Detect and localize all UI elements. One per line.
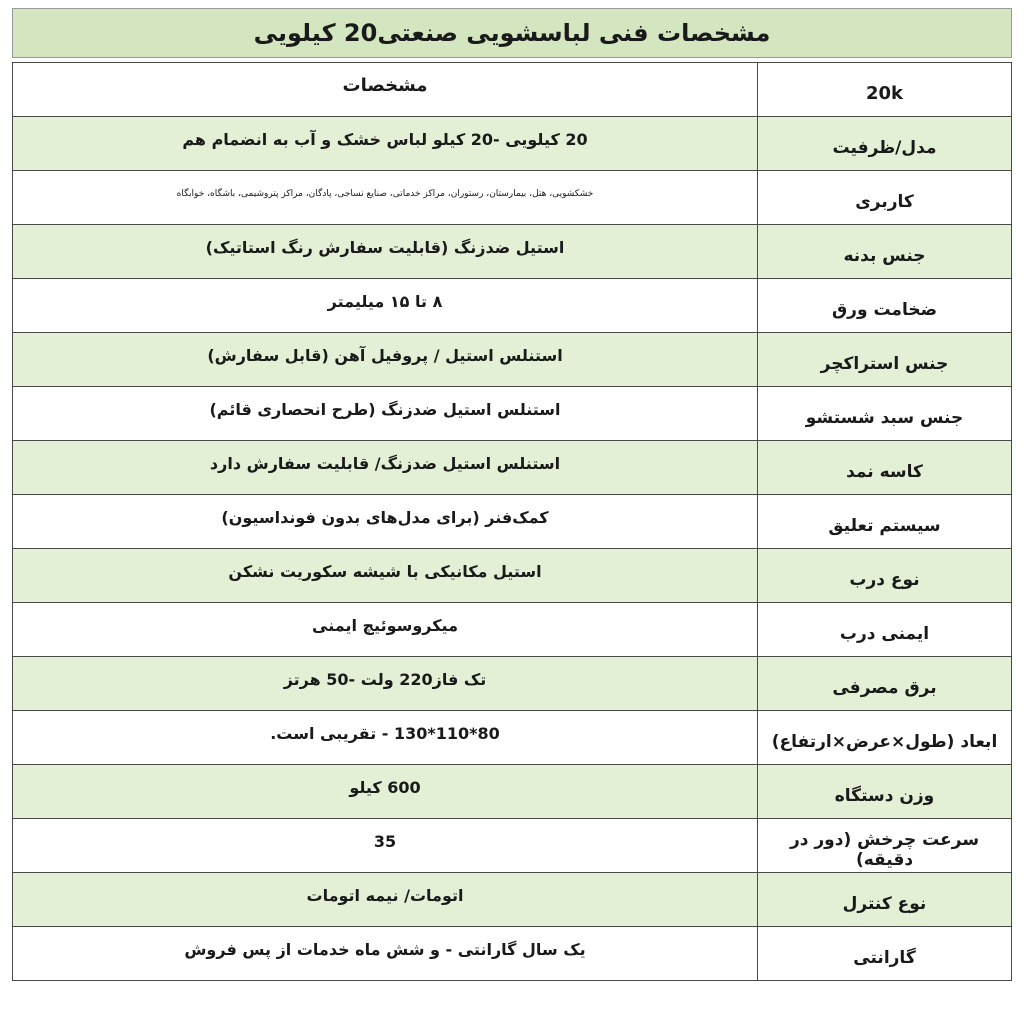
- table-row: [13, 279, 1012, 333]
- table-row: [13, 711, 1012, 765]
- table-row: [13, 603, 1012, 657]
- row-value: کمک‌فنر (برای مدل‌های بدون فونداسیون): [13, 495, 758, 549]
- table-row: [13, 819, 1012, 873]
- row-label: ضخامت ورق: [758, 279, 1012, 333]
- row-value: خشکشویی، هتل، بیمارستان، رستوران، مراکز خدماتی، صنایع نساجی، پادگان، مراکز پتروشیمی، باشگاه، خوابگاه: [13, 171, 758, 225]
- row-value: اتومات/ نیمه اتومات: [13, 873, 758, 927]
- table-row: [13, 549, 1012, 603]
- row-label: سیستم تعلیق: [758, 495, 1012, 549]
- row-label: گارانتی: [758, 927, 1012, 981]
- table-row: [13, 927, 1012, 981]
- row-value: استنلس استیل / پروفیل آهن (قابل سفارش): [13, 333, 758, 387]
- table-row: [13, 657, 1012, 711]
- row-value: استنلس استیل ضدزنگ (طرح انحصاری قائم): [13, 387, 758, 441]
- row-label: مدل/ظرفیت: [758, 117, 1012, 171]
- table-row: [13, 495, 1012, 549]
- table-row: [13, 117, 1012, 171]
- table-row: [13, 873, 1012, 927]
- row-value: استنلس استیل ضدزنگ/ قابلیت سفارش دارد: [13, 441, 758, 495]
- table-row: [13, 765, 1012, 819]
- table-row: [13, 387, 1012, 441]
- row-value: 600 کیلو: [13, 765, 758, 819]
- table-row: [13, 333, 1012, 387]
- row-label: جنس بدنه: [758, 225, 1012, 279]
- table-row: [13, 225, 1012, 279]
- row-label: سرعت چرخش (دور در دقیقه): [758, 819, 1012, 873]
- specs-header: مشخصات: [13, 63, 758, 117]
- model-header: 20k: [758, 63, 1012, 117]
- sheet-title: مشخصات فنی لباسشویی صنعتی20 کیلویی: [12, 8, 1012, 58]
- row-value: ۸ تا ۱۵ میلیمتر: [13, 279, 758, 333]
- row-value: استیل مکانیکی با شیشه سکوریت نشکن: [13, 549, 758, 603]
- row-value: تک فاز220 ولت -50 هرتز: [13, 657, 758, 711]
- row-label: جنس استراکچر: [758, 333, 1012, 387]
- table-header-row: [13, 63, 1012, 117]
- row-value: 20 کیلویی -20 کیلو لباس خشک و آب به انضمام هم: [13, 117, 758, 171]
- row-label: نوع کنترل: [758, 873, 1012, 927]
- row-label: ابعاد (طول×عرض×ارتفاع): [758, 711, 1012, 765]
- row-label: ایمنی درب: [758, 603, 1012, 657]
- row-label: وزن دستگاه: [758, 765, 1012, 819]
- row-label: جنس سبد شستشو: [758, 387, 1012, 441]
- row-value: میکروسوئیچ ایمنی: [13, 603, 758, 657]
- row-label: کاربری: [758, 171, 1012, 225]
- table-row: [13, 171, 1012, 225]
- spec-table: [12, 62, 1012, 981]
- row-value: یک سال گارانتی - و شش ماه خدمات از پس فروش: [13, 927, 758, 981]
- row-label: برق مصرفی: [758, 657, 1012, 711]
- row-value: استیل ضدزنگ (قابلیت سفارش رنگ استاتیک): [13, 225, 758, 279]
- row-value: 80*110*130 - تقریبی است.: [13, 711, 758, 765]
- table-row: [13, 441, 1012, 495]
- row-value: 35: [13, 819, 758, 873]
- row-label: کاسه نمد: [758, 441, 1012, 495]
- row-label: نوع درب: [758, 549, 1012, 603]
